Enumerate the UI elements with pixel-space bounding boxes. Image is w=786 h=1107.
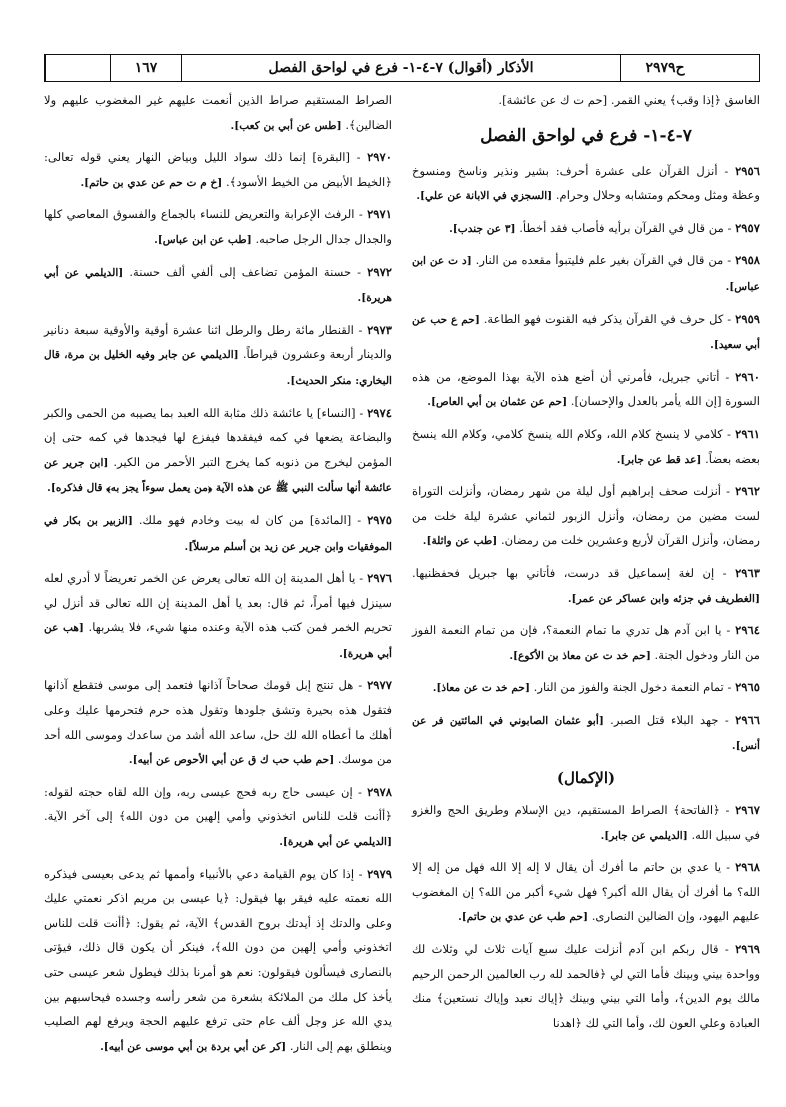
hadith-entry: ٢٩٦٣ - إن لغة إسماعيل قد درست، فأتاني بها جبريل فحفظنيها. [الغطريف في جزئه وابن عساكر عن عمر]. bbox=[412, 565, 760, 605]
hadith-entry: ٢٩٧٠ - [البقرة] إنما ذلك سواد الليل وبياض النهار يعني قوله تعالى: ﴿الخيط الأبيض من الخيط الأسود﴾. [خ م ت حم عن عدي بن حاتم]. bbox=[44, 150, 392, 189]
subsection-title: (الإكمال) bbox=[556, 769, 616, 788]
hadith-entry: ٢٩٥٧ - من قال في القرآن برأيه فأصاب فقد أخطأ. [٣ عن جندب]. bbox=[449, 220, 760, 235]
hadith-entry: ٢٩٧٥ - [المائدة] من كان له بيت وخادم فهو ملك. [الزبير بن بكار في الموفقيات وابن جرير عن زيد بن أسلم مرسلاً]. bbox=[44, 512, 392, 553]
running-title: الأذكار (أقوال) ٧-٤-١- فرع في لواحق الفصل bbox=[181, 55, 620, 81]
left-column bbox=[44, 88, 392, 1098]
hadith-entry: ٢٩٥٨ - من قال في القرآن بغير علم فليتبوأ مقعده من النار. [د ت عن ابن عباس]. bbox=[412, 253, 761, 293]
hadith-entry: ٢٩٧٤ - [النساء] يا عائشة ذلك مثابة الله العبد بما يصيبه من الحمى والكبر والبضاعة يضعها في كمه فيفقدها فيفزع لها فيجدها في كمه حتى إن المؤمن ليخرج من ذنوبه كما يخرج التبر الأحمر من الكير. [ابن جرير عن عائشة أنها سألت النبي ﷺ عن هذه الآية ﴿من يعمل سوءاً يجز به﴾ قال فذكره]. bbox=[44, 405, 392, 495]
page-number: ١٦٧ bbox=[110, 55, 181, 81]
right-column bbox=[412, 88, 760, 1098]
hadith-entry: ٢٩٦٨ - يا عدي بن حاتم ما أفرك أن يقال لا إله إلا الله فهل من إله إلا الله؟ ما أفرك أن يقال الله أكبر؟ فهل شيء أكبر من الله؟ إن المغضوب عليهم اليهود، وإن الضالين النصارى. [حم طب عن عدي بن حاتم]. bbox=[412, 860, 760, 924]
header-blank-right bbox=[45, 55, 110, 81]
hadith-entry: ٢٩٦٤ - يا ابن آدم هل تدري ما تمام النعمة؟، فإن من تمام النعمة الفوز من النار ودخول الجنة. [حم خد ت عن معاذ بن الأكوع]. bbox=[412, 623, 761, 662]
hadith-entry: ٢٩٦٠ - أتاني جبريل، فأمرني أن أضع هذه الآية بهذا الموضع، من هذه السورة [إن الله يأمر بالعدل والإحسان]. [حم عن عثمان بن أبي العاص]. bbox=[412, 369, 761, 409]
hadith-entry: ٢٩٥٩ - كل حرف في القرآن يذكر فيه القنوت فهو الطاعة. [حم ع حب عن أبي سعيد]. bbox=[412, 311, 761, 352]
page-header bbox=[44, 54, 760, 82]
hadith-entry: ٢٩٧٣ - القنطار مائة رطل والرطل اثنا عشرة أوقية والأوقية سبعة دنانير والدينار أربعة وعشرون قيراطاً. [الديلمي عن جابر وفيه الخليل بن مرة، قال البخاري: منكر الحديث]. bbox=[44, 322, 392, 387]
hadith-entry: ٢٩٦٩ - قال ربكم ابن آدم أنزلت عليك سبع آيات ثلاث لي وثلاث لك وواحدة بيني وبينك فأما التي لي ﴿فالحمد لله رب العالمين الرحمن الرحيم مالك يوم الدين﴾، وأما التي بيني وبينك ﴿إياك نعبد وإياك نستعين﴾ منك العبادة وعلي العون لك، وأما التي لك ﴿اهدنا bbox=[412, 942, 760, 1030]
hadith-entry: ٢٩٧٦ - يا أهل المدينة إن الله تعالى يعرض عن الخمر تعريضاً لا أدري لعله سينزل فيها أمراً، ثم قال: بعد يا أهل المدينة إن الله تعالى قد أنزل لي تحريم الخمر فمن كتب هذه الآية وعنده منها شيء، فلا يشربها. [هب عن أبي هريرة]. bbox=[44, 571, 393, 660]
hadith-entry: ٢٩٦١ - كلامي لا ينسخ كلام الله، وكلام الله ينسخ كلامي، وكلام الله ينسخ بعضه بعضاً. [عد قط عن جابر]. bbox=[412, 426, 761, 466]
hadith-entry: ٢٩٧٨ - إن عيسى حاج ربه فحج عيسى ربه، وإن الله لقاه حجته لقوله: ﴿أأنت قلت للناس اتخذوني وأمي إلهين من دون الله﴾ إلى آخر الآية. [الديلمي عن أبي هريرة]. bbox=[44, 784, 393, 849]
entries-group-b bbox=[412, 798, 760, 1036]
hadith-entry: ٢٩٧٧ - هل تنتج إبل قومك صحاحاً آذانها فتعمد إلى موسى فتقطع آذانها فتقول هذه بحيرة وتشق جلودها وتقول هذه حرم فتحرمها عليك وعلى أهلك ما أعطاه الله لك حل، ساعد الله أشد من ساعدك وموسى الله أحد من موسك. [حم طب حب ك ق عن أبي الأحوص عن أبيه]. bbox=[44, 678, 392, 767]
continuation-text: الغاسق ﴿إذا وقب﴾ يعني القمر. [حم ت ك عن عائشة]. bbox=[498, 93, 760, 107]
hadith-entry: ٢٩٦٥ - تمام النعمة دخول الجنة والفوز من النار. [حم خد ت عن معاذ]. bbox=[432, 680, 760, 695]
hadith-entry: ٢٩٦٢ - أنزلت صحف إبراهيم أول ليلة من شهر رمضان، وأنزلت التوراة لست مضين من رمضان، وأنزل الزبور لثماني عشرة ليلة خلت من رمضان، وأنزل القرآن لأربع وعشرين خلت من رمضان. [طب عن واثلة]. bbox=[412, 484, 761, 548]
header-blank-left bbox=[709, 55, 759, 81]
hadith-entry: ٢٩٦٦ - جهد البلاء قتل الصبر. [أبو عثمان الصابوني في المائتين فر عن أنس]. bbox=[412, 712, 761, 753]
hadith-range: ح٢٩٧٩ bbox=[620, 55, 709, 81]
continuation-text: الصراط المستقيم صراط الذين أنعمت عليهم غير المغضوب عليهم ولا الضالين﴾. [طس عن أبي بن كعب]. bbox=[44, 93, 392, 132]
entries-group-a bbox=[412, 159, 760, 759]
section-title: ٧-٤-١- فرع في لواحق الفصل bbox=[480, 125, 692, 146]
hadith-entry: ٢٩٧٢ - حسنة المؤمن تضاعف إلى ألفي ألف حسنة. [الديلمي عن أبي هريرة]. bbox=[44, 264, 393, 305]
hadith-entry: ٢٩٥٦ - أنزل القرآن على عشرة أحرف: بشير ونذير وناسخ ومنسوخ وعظة ومثل ومحكم ومتشابه وحلال وحرام. [السجزي في الابانة عن علي]. bbox=[412, 163, 760, 203]
hadith-entry: ٢٩٧١ - الرفث الإعرابة والتعريض للنساء بالجماع والفسوق المعاصي كلها والجدال جدال الرجل صاحبه. [طب عن ابن عباس]. bbox=[44, 207, 392, 246]
hadith-entry: ٢٩٧٩ - إذا كان يوم القيامة دعي بالأنبياء وأممها ثم يدعى بعيسى فيذكره الله نعمته عليه فيقر بها فيقول: ﴿يا عيسى بن مريم اذكر نعمتي عليك وعلى والدتك إذ أيدتك بروح القدس﴾ الآية، ثم يقول: ﴿أأنت قلت للناس اتخذوني وأمي إلهين من دون الله﴾، فينكر أن يكون قال ذلك، فيؤتى بالنصارى فيسألون فيقولون: نعم هو أمرنا بذلك فيطول شعر عيسى حتى يأخذ كل ملك من الملائكة بشعرة من شعر رأسه وجسده فيحاسبهم بين يدي الله عز وجل ألف عام حتى ترفع عليهم الحجة ويرفع لهم الصليب وينطلق بهم إلى النار. [كر عن أبي بردة بن أبي موسى عن أبيه]. bbox=[44, 866, 392, 1053]
text-columns bbox=[44, 88, 760, 1098]
hadith-entry: ٢٩٦٧ - ﴿الفاتحة﴾ الصراط المستقيم، دين الإسلام وطريق الحج والغزو في سبيل الله. [الديلمي عن جابر]. bbox=[412, 803, 760, 842]
